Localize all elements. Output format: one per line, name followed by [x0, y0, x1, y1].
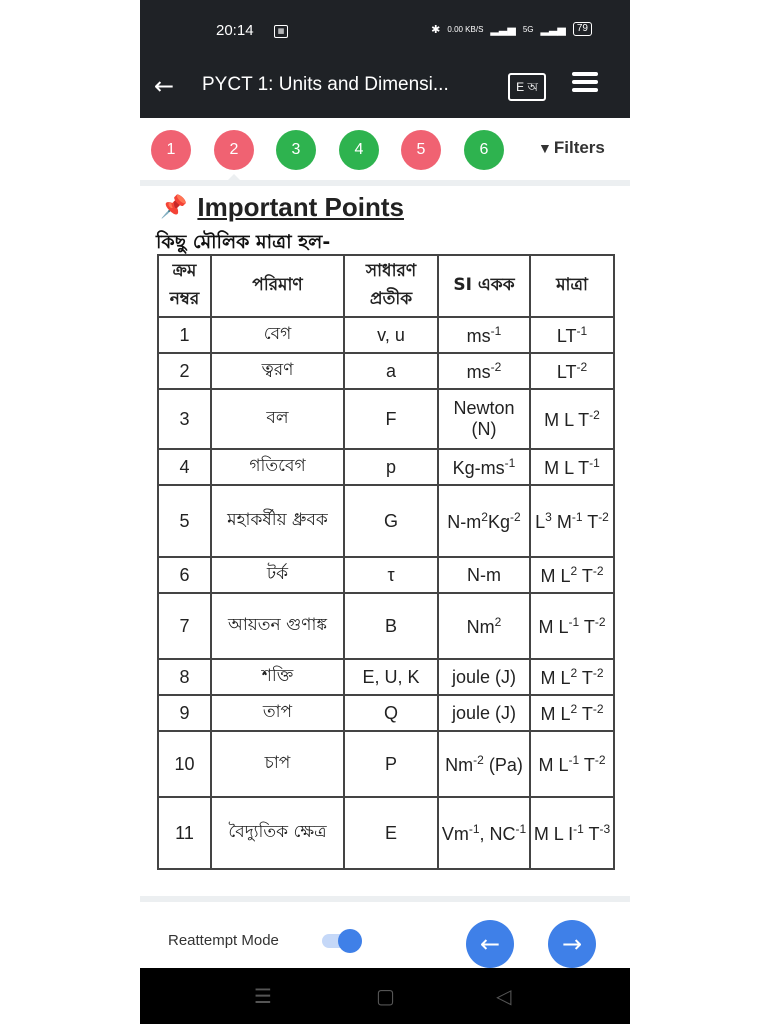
back-arrow-icon[interactable]: ←	[154, 72, 175, 100]
important-points-heading	[160, 192, 404, 223]
cell-dimension: M $L^{-1}$ $T^{-2}$	[530, 731, 614, 797]
cell-si-unit: $Vm^{-1}$, $NC^{-1}$	[438, 797, 530, 869]
cell-symbol: G	[344, 485, 438, 557]
cell-si-unit: joule (J)	[438, 659, 530, 695]
cell-dimension: M $L^{-1}$ $T^{-2}$	[530, 593, 614, 659]
cell-dimension: M $L^2$ $T^{-2}$	[530, 659, 614, 695]
table-row	[158, 353, 614, 389]
question-button-1[interactable]: 1	[151, 130, 191, 170]
table-row	[158, 659, 614, 695]
cell-dimension: M L $T^{-2}$	[530, 389, 614, 449]
current-question-pointer	[226, 174, 242, 182]
cell-number: 1	[158, 317, 211, 353]
cell-symbol: E	[344, 797, 438, 869]
status-icons	[431, 22, 592, 36]
cell-quantity: মহাকর্ষীয় ধ্রুবক	[211, 485, 344, 557]
cell-number: 6	[158, 557, 211, 593]
signal-icon: ▂▃▅	[490, 23, 516, 36]
cell-si-unit: $ms^{-2}$	[438, 353, 530, 389]
cell-number: 2	[158, 353, 211, 389]
status-bar	[140, 0, 630, 60]
cell-symbol: a	[344, 353, 438, 389]
question-button-4[interactable]: 4	[339, 130, 379, 170]
cell-si-unit: $ms^{-1}$	[438, 317, 530, 353]
table-header-row	[158, 255, 614, 317]
question-button-3[interactable]: 3	[276, 130, 316, 170]
page-title: PYCT 1: Units and Dimensi...	[202, 74, 449, 95]
home-icon[interactable]: ▢	[376, 984, 395, 1008]
table-row	[158, 389, 614, 449]
cell-dimension: M $L^2$ $T^{-2}$	[530, 695, 614, 731]
table-row	[158, 485, 614, 557]
back-triangle-icon[interactable]: ◁	[496, 984, 512, 1008]
question-button-2[interactable]: 2	[214, 130, 254, 170]
filters-button[interactable]	[538, 138, 605, 158]
cell-number: 4	[158, 449, 211, 485]
table-header-cell: সাধারণ প্রতীক	[344, 255, 438, 317]
arrow-left-icon: ←	[479, 930, 501, 958]
cell-symbol: E, U, K	[344, 659, 438, 695]
cell-si-unit: Newton (N)	[438, 389, 530, 449]
question-button-5[interactable]: 5	[401, 130, 441, 170]
heading-text: Important Points	[197, 192, 404, 222]
cell-dimension: $LT^{-1}$	[530, 317, 614, 353]
question-button-6[interactable]: 6	[464, 130, 504, 170]
battery-icon: 79	[573, 22, 592, 36]
cell-si-unit: Nm$^2$	[438, 593, 530, 659]
app-bar	[140, 60, 630, 118]
cell-symbol: B	[344, 593, 438, 659]
cell-dimension: $L^3$ $M^{-1}$ $T^{-2}$	[530, 485, 614, 557]
table-row	[158, 449, 614, 485]
network-type: 5G	[522, 24, 534, 34]
cell-number: 11	[158, 797, 211, 869]
cell-symbol: p	[344, 449, 438, 485]
subheading: কিছু মৌলিক মাত্রা হল-	[156, 231, 331, 253]
cell-quantity: তাপ	[211, 695, 344, 731]
cell-quantity: শক্তি	[211, 659, 344, 695]
cell-number: 3	[158, 389, 211, 449]
cell-quantity: বৈদ্যুতিক ক্ষেত্র	[211, 797, 344, 869]
hamburger-menu-icon[interactable]	[572, 72, 598, 94]
table-header-cell: ক্রম নম্বর	[158, 255, 211, 317]
signal-icon-2: ▂▃▅	[540, 23, 566, 36]
cell-quantity: বল	[211, 389, 344, 449]
cell-si-unit: N-m	[438, 557, 530, 593]
table-row	[158, 593, 614, 659]
notification-icon: ▦	[274, 25, 288, 38]
cell-symbol: F	[344, 389, 438, 449]
cell-number: 10	[158, 731, 211, 797]
table-row	[158, 557, 614, 593]
table-row	[158, 797, 614, 869]
cell-si-unit: $Kg-ms^{-1}$	[438, 449, 530, 485]
cell-number: 9	[158, 695, 211, 731]
cell-si-unit: $Nm^{-2}$ (Pa)	[438, 731, 530, 797]
table-row	[158, 317, 614, 353]
cell-dimension: M L $T^{-1}$	[530, 449, 614, 485]
question-navigator	[140, 118, 630, 186]
recents-icon[interactable]: ☰	[254, 984, 272, 1008]
reattempt-mode-toggle[interactable]	[322, 930, 362, 950]
cell-dimension: $LT^{-2}$	[530, 353, 614, 389]
table-row	[158, 731, 614, 797]
units-table	[157, 254, 615, 870]
cell-si-unit: $N-m^2Kg^{-2}$	[438, 485, 530, 557]
cell-symbol: v, u	[344, 317, 438, 353]
toggle-knob	[338, 929, 362, 953]
filters-label: Filters	[553, 138, 605, 157]
table-header-cell: পরিমাণ	[211, 255, 344, 317]
cell-number: 7	[158, 593, 211, 659]
cell-number: 8	[158, 659, 211, 695]
previous-question-button[interactable]	[466, 920, 514, 968]
cell-quantity: ত্বরণ	[211, 353, 344, 389]
bottom-bar	[140, 896, 630, 974]
cell-quantity: আয়তন গুণাঙ্ক	[211, 593, 344, 659]
table-header-cell: মাত্রা	[530, 255, 614, 317]
next-question-button[interactable]	[548, 920, 596, 968]
cell-dimension: M $L^2$ $T^{-2}$	[530, 557, 614, 593]
cell-number: 5	[158, 485, 211, 557]
filter-funnel-icon: ▼	[538, 140, 552, 156]
cell-quantity: বেগ	[211, 317, 344, 353]
cell-dimension: M L $I^{-1}$ $T^{-3}$	[530, 797, 614, 869]
phone-screen	[140, 0, 630, 1024]
reattempt-mode-label: Reattempt Mode	[168, 932, 279, 949]
system-nav-bar	[140, 968, 630, 1024]
cell-quantity: চাপ	[211, 731, 344, 797]
cell-symbol: Q	[344, 695, 438, 731]
pushpin-icon: 📌	[160, 195, 188, 220]
cell-symbol: P	[344, 731, 438, 797]
status-time: 20:14	[216, 22, 254, 39]
cell-symbol: τ	[344, 557, 438, 593]
arrow-right-icon: →	[561, 930, 583, 958]
table-row	[158, 695, 614, 731]
bluetooth-icon: ✱	[431, 23, 441, 36]
cell-quantity: টর্ক	[211, 557, 344, 593]
solution-content	[140, 186, 630, 896]
table-header-cell: SI একক	[438, 255, 530, 317]
net-speed: 0.00 KB/S	[447, 24, 484, 34]
cell-quantity: গতিবেগ	[211, 449, 344, 485]
language-toggle-icon[interactable]: E অ	[508, 73, 546, 101]
cell-si-unit: joule (J)	[438, 695, 530, 731]
table-body	[158, 317, 614, 869]
